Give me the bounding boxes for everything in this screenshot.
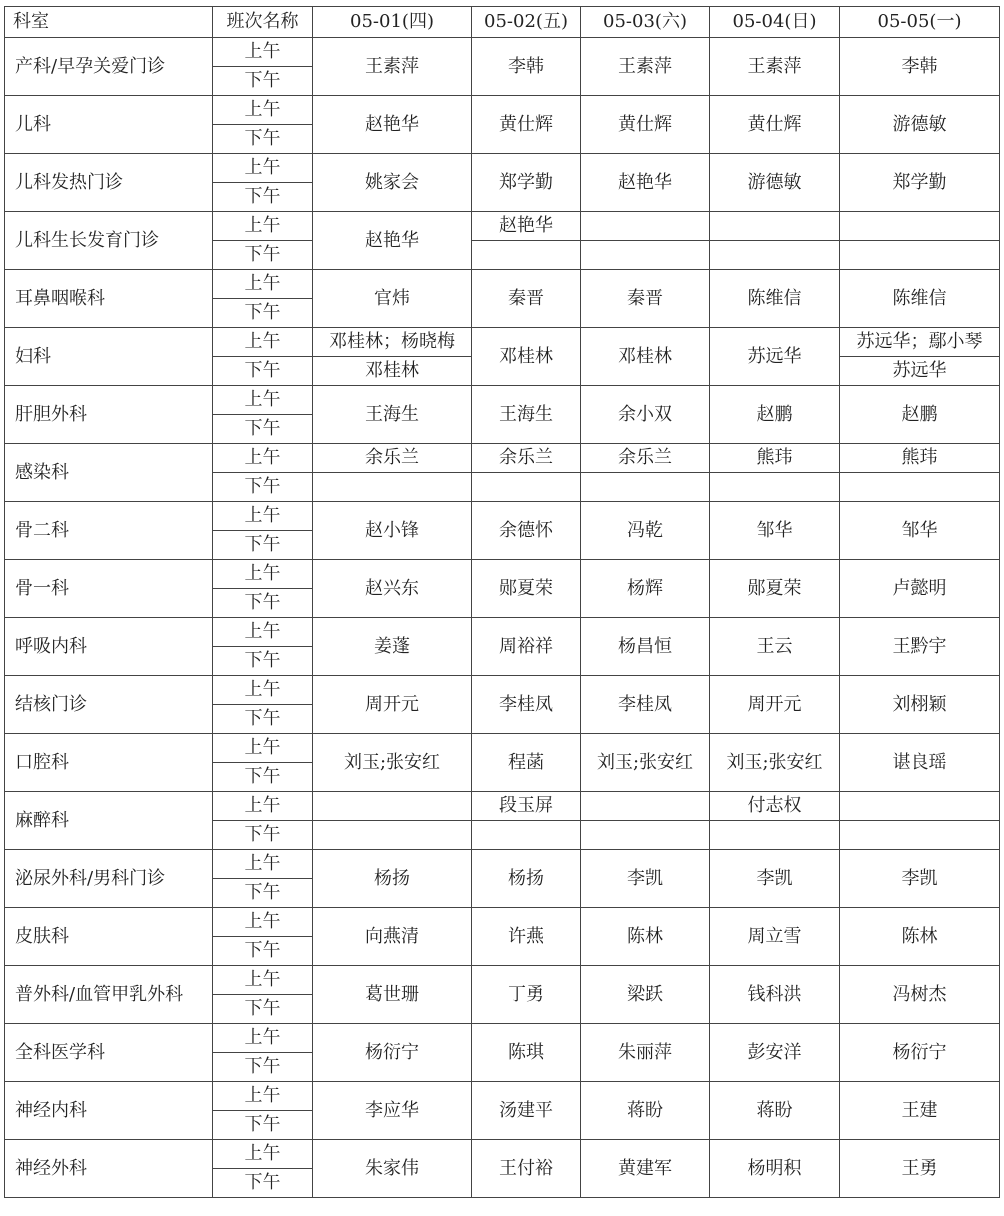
doctor-cell: 陈维信: [710, 270, 840, 328]
department-name: 儿科发热门诊: [5, 154, 213, 212]
doctor-cell: 王付裕: [472, 1140, 581, 1198]
doctor-cell-pm: [840, 241, 1000, 270]
doctor-cell: 王云: [710, 618, 840, 676]
doctor-cell: 黄仕辉: [710, 96, 840, 154]
doctor-cell: 王素萍: [313, 38, 472, 96]
doctor-cell-pm: [840, 821, 1000, 850]
doctor-cell: 王勇: [840, 1140, 1000, 1198]
doctor-cell: 刘玉;张安红: [313, 734, 472, 792]
doctor-cell: 杨昌恒: [581, 618, 710, 676]
doctor-cell: 王黔宇: [840, 618, 1000, 676]
doctor-cell: 黄仕辉: [581, 96, 710, 154]
table-header: [5, 7, 1000, 38]
doctor-cell-pm: 苏远华: [840, 357, 1000, 386]
department-name: 结核门诊: [5, 676, 213, 734]
doctor-cell: 杨扬: [472, 850, 581, 908]
doctor-cell-am: 余乐兰: [472, 444, 581, 473]
department-name: 普外科/血管甲乳外科: [5, 966, 213, 1024]
doctor-cell-pm: [472, 821, 581, 850]
doctor-cell: 邓桂林: [472, 328, 581, 386]
shift-am-label: 上午: [213, 502, 313, 531]
doctor-cell-am: 苏远华；鄢小琴: [840, 328, 1000, 357]
shift-pm-label: 下午: [213, 299, 313, 328]
doctor-cell: 向燕清: [313, 908, 472, 966]
table-row: [5, 1082, 1000, 1111]
shift-pm-label: 下午: [213, 589, 313, 618]
doctor-cell: 赵兴东: [313, 560, 472, 618]
doctor-cell-pm: [313, 821, 472, 850]
doctor-cell: 邹华: [840, 502, 1000, 560]
doctor-cell: 周开元: [313, 676, 472, 734]
doctor-cell: 姜蓬: [313, 618, 472, 676]
doctor-cell: 李应华: [313, 1082, 472, 1140]
doctor-cell-am: 邓桂林；杨晓梅: [313, 328, 472, 357]
doctor-cell: 赵艳华: [313, 212, 472, 270]
table-row: [5, 734, 1000, 763]
doctor-cell: 李凯: [581, 850, 710, 908]
doctor-cell: 蒋盼: [581, 1082, 710, 1140]
doctor-cell-pm: [313, 473, 472, 502]
shift-am-label: 上午: [213, 1024, 313, 1053]
table-row: [5, 792, 1000, 821]
doctor-cell: 王素萍: [581, 38, 710, 96]
doctor-cell-am: 付志权: [710, 792, 840, 821]
table-row: [5, 38, 1000, 67]
shift-am-label: 上午: [213, 560, 313, 589]
department-name: 骨二科: [5, 502, 213, 560]
doctor-cell-pm: [472, 241, 581, 270]
doctor-cell-am: [581, 792, 710, 821]
doctor-cell: 游德敏: [840, 96, 1000, 154]
shift-pm-label: 下午: [213, 995, 313, 1024]
table-row: [5, 966, 1000, 995]
doctor-cell: 王建: [840, 1082, 1000, 1140]
doctor-cell: 丁勇: [472, 966, 581, 1024]
doctor-cell: 余小双: [581, 386, 710, 444]
header-date: 05-04(日): [710, 7, 840, 38]
shift-pm-label: 下午: [213, 473, 313, 502]
header-date: 05-05(一): [840, 7, 1000, 38]
table-row: [5, 444, 1000, 473]
doctor-cell: 刘玉;张安红: [581, 734, 710, 792]
doctor-cell: 余德怀: [472, 502, 581, 560]
shift-am-label: 上午: [213, 908, 313, 937]
doctor-cell: 朱家伟: [313, 1140, 472, 1198]
doctor-cell: 葛世珊: [313, 966, 472, 1024]
doctor-cell: 郑学勤: [472, 154, 581, 212]
doctor-cell: 朱丽萍: [581, 1024, 710, 1082]
doctor-cell: 赵小锋: [313, 502, 472, 560]
doctor-cell: 郑学勤: [840, 154, 1000, 212]
shift-am-label: 上午: [213, 444, 313, 473]
doctor-cell: 刘玉;张安红: [710, 734, 840, 792]
doctor-cell-am: [710, 212, 840, 241]
department-name: 肝胆外科: [5, 386, 213, 444]
doctor-cell-pm: [710, 241, 840, 270]
doctor-cell: 赵艳华: [313, 96, 472, 154]
shift-am-label: 上午: [213, 1082, 313, 1111]
doctor-cell-am: [840, 792, 1000, 821]
table-row: [5, 270, 1000, 299]
department-name: 神经内科: [5, 1082, 213, 1140]
shift-pm-label: 下午: [213, 67, 313, 96]
table-row: [5, 502, 1000, 531]
doctor-cell: 梁跃: [581, 966, 710, 1024]
doctor-cell-pm: 邓桂林: [313, 357, 472, 386]
shift-am-label: 上午: [213, 792, 313, 821]
table-row: [5, 212, 1000, 241]
doctor-cell-pm: [710, 473, 840, 502]
department-name: 呼吸内科: [5, 618, 213, 676]
doctor-cell: 杨明积: [710, 1140, 840, 1198]
header-date: 05-03(六): [581, 7, 710, 38]
shift-pm-label: 下午: [213, 879, 313, 908]
doctor-cell: 陈维信: [840, 270, 1000, 328]
doctor-cell: 邹华: [710, 502, 840, 560]
doctor-cell-am: [840, 212, 1000, 241]
department-name: 泌尿外科/男科门诊: [5, 850, 213, 908]
header-date: 05-01(四): [313, 7, 472, 38]
shift-am-label: 上午: [213, 154, 313, 183]
shift-am-label: 上午: [213, 328, 313, 357]
department-name: 妇科: [5, 328, 213, 386]
doctor-cell-am: 熊玮: [840, 444, 1000, 473]
shift-am-label: 上午: [213, 212, 313, 241]
doctor-cell: 赵鹏: [710, 386, 840, 444]
header-shift: 班次名称: [213, 7, 313, 38]
doctor-cell: 陈林: [840, 908, 1000, 966]
doctor-cell: 冯树杰: [840, 966, 1000, 1024]
shift-pm-label: 下午: [213, 1169, 313, 1198]
doctor-cell: 秦晋: [472, 270, 581, 328]
doctor-cell: 黄仕辉: [472, 96, 581, 154]
doctor-cell-pm: [710, 821, 840, 850]
shift-am-label: 上午: [213, 96, 313, 125]
shift-pm-label: 下午: [213, 531, 313, 560]
shift-pm-label: 下午: [213, 821, 313, 850]
department-name: 全科医学科: [5, 1024, 213, 1082]
shift-pm-label: 下午: [213, 763, 313, 792]
doctor-cell: 王海生: [472, 386, 581, 444]
department-name: 麻醉科: [5, 792, 213, 850]
department-name: 产科/早孕关爱门诊: [5, 38, 213, 96]
shift-pm-label: 下午: [213, 937, 313, 966]
doctor-cell-pm: [581, 821, 710, 850]
shift-am-label: 上午: [213, 270, 313, 299]
doctor-cell: 刘栩颖: [840, 676, 1000, 734]
table-row: [5, 154, 1000, 183]
shift-pm-label: 下午: [213, 415, 313, 444]
doctor-cell-am: 余乐兰: [581, 444, 710, 473]
shift-pm-label: 下午: [213, 357, 313, 386]
doctor-cell: 李桂凤: [581, 676, 710, 734]
header-department: 科室: [5, 7, 213, 38]
shift-pm-label: 下午: [213, 125, 313, 154]
header-row: [5, 7, 1000, 38]
doctor-cell-pm: [581, 473, 710, 502]
doctor-cell: 周立雪: [710, 908, 840, 966]
department-name: 儿科生长发育门诊: [5, 212, 213, 270]
table-row: [5, 1024, 1000, 1053]
table-body: [5, 38, 1000, 1198]
doctor-cell: 官炜: [313, 270, 472, 328]
doctor-cell: 黄建军: [581, 1140, 710, 1198]
doctor-cell: 杨衍宁: [313, 1024, 472, 1082]
doctor-cell-am: [313, 792, 472, 821]
doctor-cell: 杨辉: [581, 560, 710, 618]
doctor-cell: 邓桂林: [581, 328, 710, 386]
doctor-cell: 陈琪: [472, 1024, 581, 1082]
doctor-cell-am: 段玉屏: [472, 792, 581, 821]
shift-am-label: 上午: [213, 734, 313, 763]
shift-am-label: 上午: [213, 618, 313, 647]
doctor-cell: 王素萍: [710, 38, 840, 96]
doctor-cell: 郧夏荣: [710, 560, 840, 618]
doctor-cell-am: 熊玮: [710, 444, 840, 473]
table-row: [5, 618, 1000, 647]
doctor-cell-am: 赵艳华: [472, 212, 581, 241]
department-name: 骨一科: [5, 560, 213, 618]
doctor-cell: 李韩: [840, 38, 1000, 96]
table-row: [5, 850, 1000, 879]
doctor-cell: 周开元: [710, 676, 840, 734]
doctor-cell: 彭安洋: [710, 1024, 840, 1082]
doctor-cell: 李桂凤: [472, 676, 581, 734]
doctor-cell: 赵艳华: [581, 154, 710, 212]
doctor-cell: 李韩: [472, 38, 581, 96]
department-name: 口腔科: [5, 734, 213, 792]
doctor-cell: 周裕祥: [472, 618, 581, 676]
duty-roster-table: [4, 6, 1000, 1198]
doctor-cell-pm: [840, 473, 1000, 502]
department-name: 感染科: [5, 444, 213, 502]
table-row: [5, 908, 1000, 937]
header-date: 05-02(五): [472, 7, 581, 38]
doctor-cell: 游德敏: [710, 154, 840, 212]
doctor-cell: 赵鹏: [840, 386, 1000, 444]
shift-am-label: 上午: [213, 966, 313, 995]
doctor-cell: 杨扬: [313, 850, 472, 908]
doctor-cell-pm: [581, 241, 710, 270]
doctor-cell: 苏远华: [710, 328, 840, 386]
table-row: [5, 386, 1000, 415]
doctor-cell: 汤建平: [472, 1082, 581, 1140]
department-name: 皮肤科: [5, 908, 213, 966]
doctor-cell: 姚家会: [313, 154, 472, 212]
shift-pm-label: 下午: [213, 183, 313, 212]
doctor-cell: 钱科洪: [710, 966, 840, 1024]
table-row: [5, 1140, 1000, 1169]
doctor-cell: 郧夏荣: [472, 560, 581, 618]
shift-am-label: 上午: [213, 850, 313, 879]
doctor-cell: 蒋盼: [710, 1082, 840, 1140]
doctor-cell: 李凯: [710, 850, 840, 908]
doctor-cell: 王海生: [313, 386, 472, 444]
shift-pm-label: 下午: [213, 647, 313, 676]
shift-am-label: 上午: [213, 38, 313, 67]
doctor-cell: 陈林: [581, 908, 710, 966]
doctor-cell: 杨衍宁: [840, 1024, 1000, 1082]
shift-pm-label: 下午: [213, 241, 313, 270]
doctor-cell-am: 余乐兰: [313, 444, 472, 473]
department-name: 耳鼻咽喉科: [5, 270, 213, 328]
doctor-cell: 许燕: [472, 908, 581, 966]
doctor-cell: 谌良瑶: [840, 734, 1000, 792]
doctor-cell: 程菡: [472, 734, 581, 792]
shift-am-label: 上午: [213, 676, 313, 705]
doctor-cell: 秦晋: [581, 270, 710, 328]
shift-am-label: 上午: [213, 1140, 313, 1169]
table-row: [5, 676, 1000, 705]
table-row: [5, 96, 1000, 125]
doctor-cell-pm: [472, 473, 581, 502]
shift-am-label: 上午: [213, 386, 313, 415]
doctor-cell-am: [581, 212, 710, 241]
department-name: 儿科: [5, 96, 213, 154]
shift-pm-label: 下午: [213, 1053, 313, 1082]
table-row: [5, 328, 1000, 357]
doctor-cell: 李凯: [840, 850, 1000, 908]
department-name: 神经外科: [5, 1140, 213, 1198]
doctor-cell: 卢懿明: [840, 560, 1000, 618]
doctor-cell: 冯乾: [581, 502, 710, 560]
table-row: [5, 560, 1000, 589]
shift-pm-label: 下午: [213, 705, 313, 734]
shift-pm-label: 下午: [213, 1111, 313, 1140]
